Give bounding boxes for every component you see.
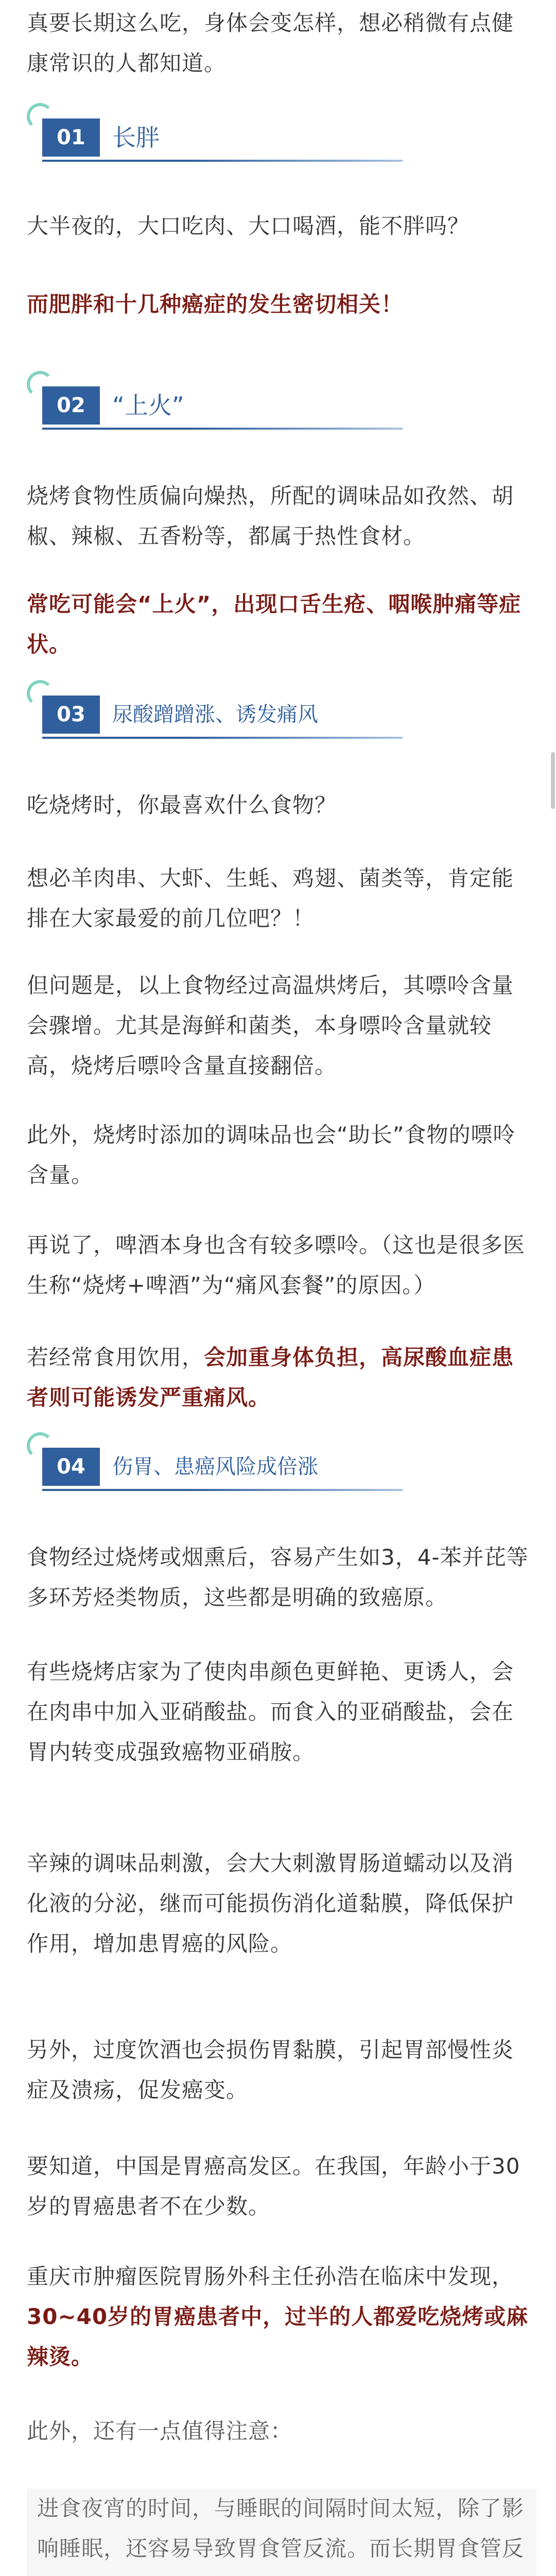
paragraph: 烧烤食物性质偏向燥热，所配的调味品如孜然、胡椒、辣椒、五香粉等，都属于热性食材。 <box>27 483 514 549</box>
intro-paragraph: 真要长期这么吃，身体会变怎样，想必稍微有点健康常识的人都知道。 <box>27 10 514 76</box>
section-underline <box>42 428 403 430</box>
section-number: 04 <box>42 1448 100 1486</box>
section-title: 尿酸蹭蹭涨、诱发痛风 <box>112 703 318 726</box>
paragraph: 要知道，中国是胃癌高发区。在我国，年龄小于30岁的胃癌患者不在少数。 <box>27 2154 520 2219</box>
plain-text: 若经常食用饮用， <box>27 1345 204 1370</box>
paragraph: 有些烧烤店家为了使肉串颜色更鲜艳、更诱人，会在肉串中加入亚硝酸盐。而食入的亚硝酸盐，会在胃内转变成强致癌物亚硝胺。 <box>27 1659 514 1765</box>
paragraph: 再说了，啤酒本身也含有较多嘌呤。（这也是很多医生称“烧烤+啤酒”为“痛风套餐”的原因。） <box>27 1232 526 1298</box>
highlight-paragraph: 而肥胖和十几种癌症的发生密切相关！ <box>27 292 404 317</box>
scrollbar-thumb[interactable] <box>551 752 555 809</box>
paragraph: 另外，过度饮酒也会损伤胃黏膜，引起胃部慢性炎症及溃疡，促发癌变。 <box>27 2037 514 2103</box>
highlight-text: 会加重身体负担，高尿酸血症患者则可能诱发严重痛风。 <box>27 1345 514 1410</box>
section-title: 伤胃、患癌风险成倍涨 <box>112 1455 318 1479</box>
section-number: 02 <box>42 386 100 425</box>
paragraph-mixed <box>27 1337 531 1418</box>
quote-paragraph: 进食夜宵的时间，与睡眠的间隔时间太短，除了影响睡眠，还容易导致胃食管反流。而长期胃食管反 <box>27 2488 536 2576</box>
section-underline <box>42 737 403 739</box>
paragraph: 但问题是，以上食物经过高温烘烤后，其嘌呤含量会骤增。尤其是海鲜和菌类，本身嘌呤含量就较高，烧烤后嘌呤含量直接翻倍。 <box>27 973 514 1078</box>
paragraph: 辛辣的调味品刺激，会大大刺激胃肠道蠕动以及消化液的分泌，继而可能损伤消化道黏膜，降低保护作用，增加患胃癌的风险。 <box>27 1851 514 1956</box>
paragraph: 此外，烧烤时添加的调味品也会“助长”食物的嘌呤含量。 <box>27 1122 515 1188</box>
section-title: “上火” <box>112 392 184 419</box>
paragraph: 此外，还有一点值得注意： <box>27 2418 293 2444</box>
highlight-text: 30~40岁的胃癌患者中，过半的人都爱吃烧烤或麻辣烫。 <box>27 2304 529 2369</box>
paragraph: 想必羊肉串、大虾、生蚝、鸡翅、菌类等，肯定能排在大家最爱的前几位吧？！ <box>27 866 514 931</box>
paragraph-mixed <box>27 2257 531 2377</box>
section-underline <box>42 1489 403 1491</box>
section-header-04 <box>27 1432 490 1494</box>
section-header-02 <box>27 371 490 433</box>
section-header-01 <box>27 103 490 165</box>
section-title: 长胖 <box>112 124 160 151</box>
paragraph: 食物经过烧烤或烟熏后，容易产生如3，4-苯并芘等多环芳烃类物质，这些都是明确的致癌原。 <box>27 1545 529 1610</box>
section-number: 03 <box>42 696 100 734</box>
section-header-03 <box>27 680 490 742</box>
highlight-paragraph: 常吃可能会“上火”，出现口舌生疮、咽喉肿痛等症状。 <box>27 591 522 657</box>
section-number: 01 <box>42 118 100 157</box>
paragraph: 大半夜的，大口吃肉、大口喝酒，能不胖吗？ <box>27 213 470 239</box>
section-underline <box>42 160 403 162</box>
plain-text: 重庆市肿瘤医院胃肠外科主任孙浩在临床中发现， <box>27 2264 514 2289</box>
paragraph: 吃烧烤时，你最喜欢什么食物？ <box>27 792 337 818</box>
